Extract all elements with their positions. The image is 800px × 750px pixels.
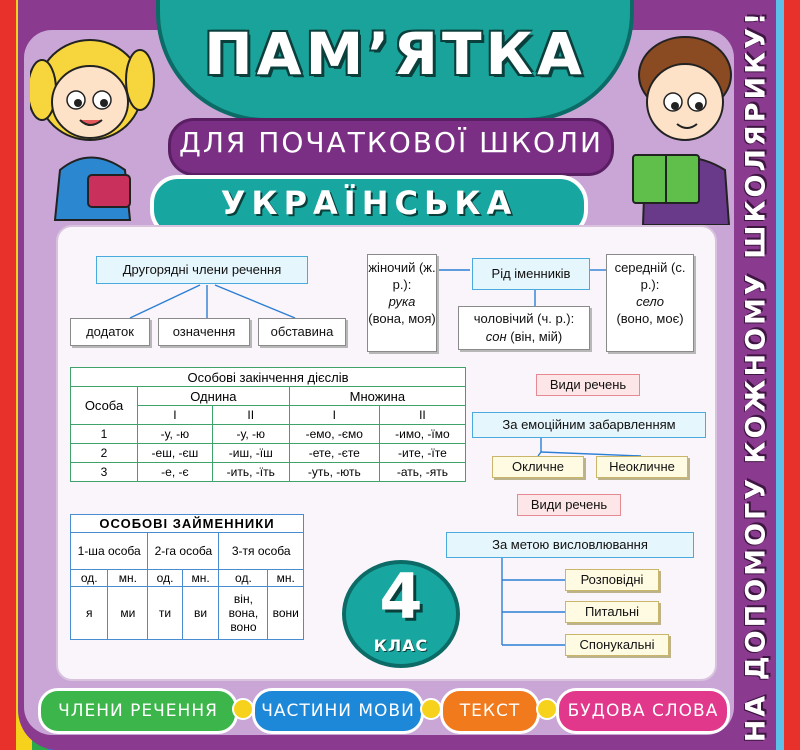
ending-cell: -имо, -їмо (379, 425, 465, 444)
cover-title: ПАМ’ЯТКА (204, 20, 586, 88)
pronouns-table (70, 514, 304, 640)
person-header: Особа (71, 387, 138, 425)
gender-masculine (458, 306, 590, 350)
first-person-header: 1-ша особа (71, 533, 148, 570)
plural-header: Множина (289, 387, 465, 406)
feminine-example: рука (388, 294, 416, 309)
ending-cell: -ите, -їте (379, 444, 465, 463)
pronoun-cell: ви (182, 587, 219, 640)
pl-label: мн. (182, 570, 219, 587)
topic-parts-of-speech: ЧАСТИНИ МОВИ (252, 688, 424, 734)
masculine-pronoun: (він, мій) (510, 329, 563, 344)
conj-2-pl: II (379, 406, 465, 425)
pl-label: мн. (268, 570, 304, 587)
gender-feminine (367, 254, 437, 352)
ending-cell: -емо, -ємо (289, 425, 379, 444)
feminine-pronoun: (вона, моя) (368, 311, 436, 326)
sentence-non-exclamatory: Неокличне (596, 456, 688, 478)
masculine-label: чоловічий (ч. р.): (473, 311, 575, 326)
conj-1-pl: I (289, 406, 379, 425)
sg-label: од. (71, 570, 108, 587)
row-person: 1 (71, 425, 138, 444)
pronoun-cell: я (71, 587, 108, 640)
sentence-types-title-1: Види речень (536, 374, 640, 396)
sentence-interrogative: Питальні (565, 601, 659, 623)
grade-label: КЛАС (373, 636, 429, 655)
ending-cell: -е, -є (138, 463, 213, 482)
masculine-example: сон (485, 329, 507, 344)
sentence-imperative: Спонукальні (565, 634, 669, 656)
pronoun-cell: ти (148, 587, 182, 640)
row-person: 2 (71, 444, 138, 463)
separator-dot (232, 698, 254, 720)
cover-subtitle: ДЛЯ ПОЧАТКОВОЇ ШКОЛИ (178, 126, 603, 159)
conj-2-sg: II (212, 406, 289, 425)
ending-cell: -ете, -єте (289, 444, 379, 463)
verb-endings-title: Особові закінчення дієслів (71, 368, 466, 387)
topic-sentence-members: ЧЛЕНИ РЕЧЕННЯ (38, 688, 238, 734)
member-object: додаток (70, 318, 150, 346)
neuter-example: село (636, 294, 664, 309)
ending-cell: -иш, -їш (212, 444, 289, 463)
row-person: 3 (71, 463, 138, 482)
neuter-pronoun: (воно, моє) (616, 311, 684, 326)
sg-label: од. (148, 570, 182, 587)
noun-gender-title: Рід іменників (472, 258, 590, 290)
ending-cell: -у, -ю (212, 425, 289, 444)
ending-cell: -ать, -ять (379, 463, 465, 482)
singular-header: Однина (138, 387, 290, 406)
pronouns-title: ОСОБОВІ ЗАЙМЕННИКИ (71, 515, 304, 533)
sg-label: од. (219, 570, 268, 587)
separator-dot (536, 698, 558, 720)
sentence-types-title-2: Види речень (517, 494, 621, 516)
ending-cell: -уть, -ють (289, 463, 379, 482)
member-adverbial: обставина (258, 318, 346, 346)
ending-cell: -ить, -їть (212, 463, 289, 482)
emotion-criterion: За емоційним забарвленням (472, 412, 706, 438)
secondary-members-title: Другорядні члени речення (96, 256, 308, 284)
topic-text: ТЕКСТ (440, 688, 540, 734)
verb-endings-table (70, 367, 466, 482)
second-person-header: 2-га особа (148, 533, 219, 570)
feminine-label: жіночий (ж. р.): (368, 260, 436, 292)
cover-subject: УКРАЇНСЬКА (220, 184, 518, 222)
conj-1-sg: I (138, 406, 213, 425)
pronoun-cell: він, вона, воно (219, 587, 268, 640)
ending-cell: -у, -ю (138, 425, 213, 444)
ending-cell: -еш, -єш (138, 444, 213, 463)
pronoun-cell: ми (108, 587, 148, 640)
pl-label: мн. (108, 570, 148, 587)
purpose-criterion: За метою висловлювання (446, 532, 694, 558)
topic-word-structure: БУДОВА СЛОВА (556, 688, 730, 734)
sentence-declarative: Розповідні (565, 569, 659, 591)
third-person-header: 3-тя особа (219, 533, 304, 570)
table-row (71, 425, 466, 444)
table-row (71, 463, 466, 482)
separator-dot (420, 698, 442, 720)
table-row (71, 444, 466, 463)
neuter-label: середній (с. р.): (614, 260, 686, 292)
side-slogan: НА ДОПОМОГУ КОЖНОМУ ШКОЛЯРИКУ! (740, 9, 772, 743)
grade-number: 4 (379, 560, 423, 633)
member-attribute: означення (158, 318, 250, 346)
sentence-exclamatory: Окличне (492, 456, 584, 478)
gender-neuter (606, 254, 694, 352)
pronoun-cell: вони (268, 587, 304, 640)
